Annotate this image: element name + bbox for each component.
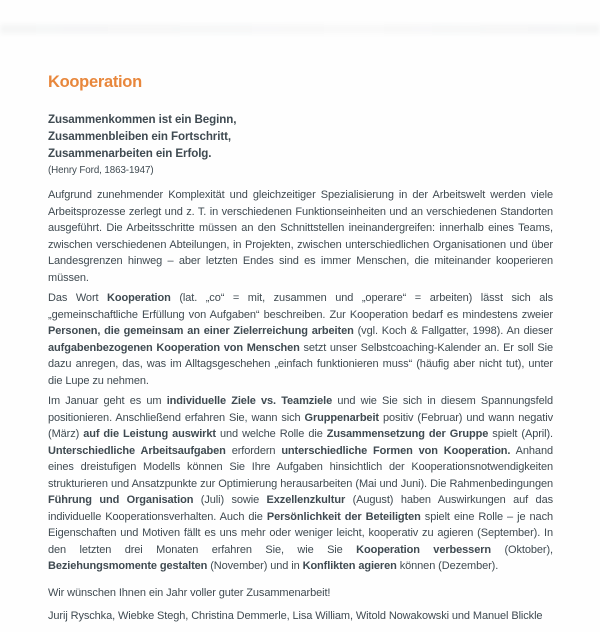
quote-line-2: Zusammenbleiben ein Fortschritt,: [48, 130, 231, 143]
text-segment: Im Januar geht es um: [48, 395, 167, 407]
bold-text-segment: Beziehungsmomente gestalten: [48, 560, 208, 572]
authors-line: Jurij Ryschka, Wiebke Stegh, Christina Demmerle, Lisa William, Witold Nowakowski und Manuel Blickle: [48, 610, 543, 622]
text-segment: (Oktober),: [491, 543, 554, 556]
bold-text-segment: Exzellenzkultur: [266, 494, 346, 506]
text-segment: (Juli) sowie: [193, 494, 267, 506]
text-segment: Das Wort: [48, 292, 108, 304]
text-segment: und welche Rolle die: [215, 428, 327, 440]
quote-block: [48, 111, 553, 178]
bold-text-segment: Kooperation: [107, 292, 171, 304]
text-segment: und wie Sie sich in diesem Spannungsfeld positionieren. Anschließend erfahren Sie, wann sich: [48, 395, 554, 424]
text-segment: setzt unser Selbstcoaching-Kalender an. Er soll Sie dazu anregen, das, was im Alltagsgeschehen „einfach funktionieren muss“ (häufig aber nicht tut), unter die Lupe zu nehmen.: [48, 341, 554, 387]
body-paragraphs: [48, 187, 553, 575]
text-segment: positiv (Februar) und wann negativ (März): [48, 411, 553, 440]
bold-text-segment: unterschiedliche Formen von Kooperation.: [281, 444, 511, 457]
bold-text-segment: Konflikten agieren: [302, 560, 397, 572]
page-content: [48, 72, 553, 625]
body-paragraph: [48, 393, 553, 575]
bold-text-segment: auf die Leistung auswirkt: [83, 428, 216, 440]
bold-text-segment: Unterschiedliche Arbeitsaufgaben: [48, 444, 226, 457]
quote-line-3: Zusammenarbeiten ein Erfolg.: [48, 147, 212, 160]
text-segment: Anhand eines dreistufigen Modells können Sie Ihre Aufgaben hinsichtlich der Kooperationsnotwendigkeiten strukturieren und Ansatzpunkte zur Optimierung herausarbeiten (Mai und Juni). Die Rahmenbedingungen: [48, 444, 553, 490]
bold-text-segment: aufgabenbezogenen Kooperation von Menschen: [48, 341, 300, 354]
text-segment: Aufgrund zunehmender Komplexität und gleichzeitiger Spezialisierung in der Arbeitswelt werden viele Arbeitsprozesse zerlegt und z. T. in verschiedenen Funktionseinheiten und an verschiedenen Standorten ausgeführt. Die Arbeitsschritte müssen an den Schnittstellen ineinandergreifen: innerhalb eines Teams, zwischen verschiedenen Abteilungen, in Projekten, zwischen unterschiedlichen Organisationen und über Landesgrenzen hinweg – aber letzten Endes sind es immer Menschen, die miteinander kooperieren müssen.: [48, 189, 553, 284]
text-segment: können (Dezember).: [396, 560, 499, 572]
bold-text-segment: Zusammensetzung der Gruppe: [326, 428, 489, 440]
bold-text-segment: individuelle Ziele vs. Teamziele: [166, 395, 333, 407]
bold-text-segment: Persönlichkeit der Beteiligten: [266, 510, 421, 523]
closing-line: Wir wünschen Ihnen ein Jahr voller guter Zusammenarbeit!: [48, 586, 331, 599]
quote-line-1: Zusammenkommen ist ein Beginn,: [48, 113, 237, 126]
bold-text-segment: Gruppenarbeit: [304, 411, 379, 424]
text-segment: (August) haben Auswirkungen auf das individuelle Kooperationsverhalten. Auch die: [48, 494, 553, 523]
bold-text-segment: Personen, die gemeinsam an einer Zielerreichung arbeiten: [48, 325, 354, 337]
text-segment: (lat. „co“ = mit, zusammen und „operare“ = arbeiten) lässt sich als „gemeinschaftliche Erfüllung von Aufgaben“ beschreiben. Zur Kooperation bedarf es mindestens zweier: [48, 292, 553, 321]
text-segment: spielt eine Rolle – je nach Eigenschaften und Motiven fällt es uns mehr oder weniger leicht, kooperativ zu agieren (September). In den letzten drei Monaten erfahren Sie, wie Sie: [48, 510, 553, 556]
text-segment: (vgl. Koch & Fallgatter, 1998). An dieser: [353, 325, 553, 337]
text-segment: erfordern: [225, 444, 282, 457]
page-title: Kooperation: [48, 73, 142, 91]
body-paragraph: [48, 187, 553, 286]
text-segment: (November) und in: [207, 560, 303, 572]
bold-text-segment: Kooperation verbessern: [356, 543, 492, 556]
body-paragraph: [48, 290, 553, 389]
scan-showthrough-artifact: [0, 24, 600, 34]
quote-attribution: (Henry Ford, 1863-1947): [48, 165, 154, 176]
bold-text-segment: Führung und Organisation: [48, 494, 194, 506]
text-segment: spielt (April).: [488, 428, 553, 440]
